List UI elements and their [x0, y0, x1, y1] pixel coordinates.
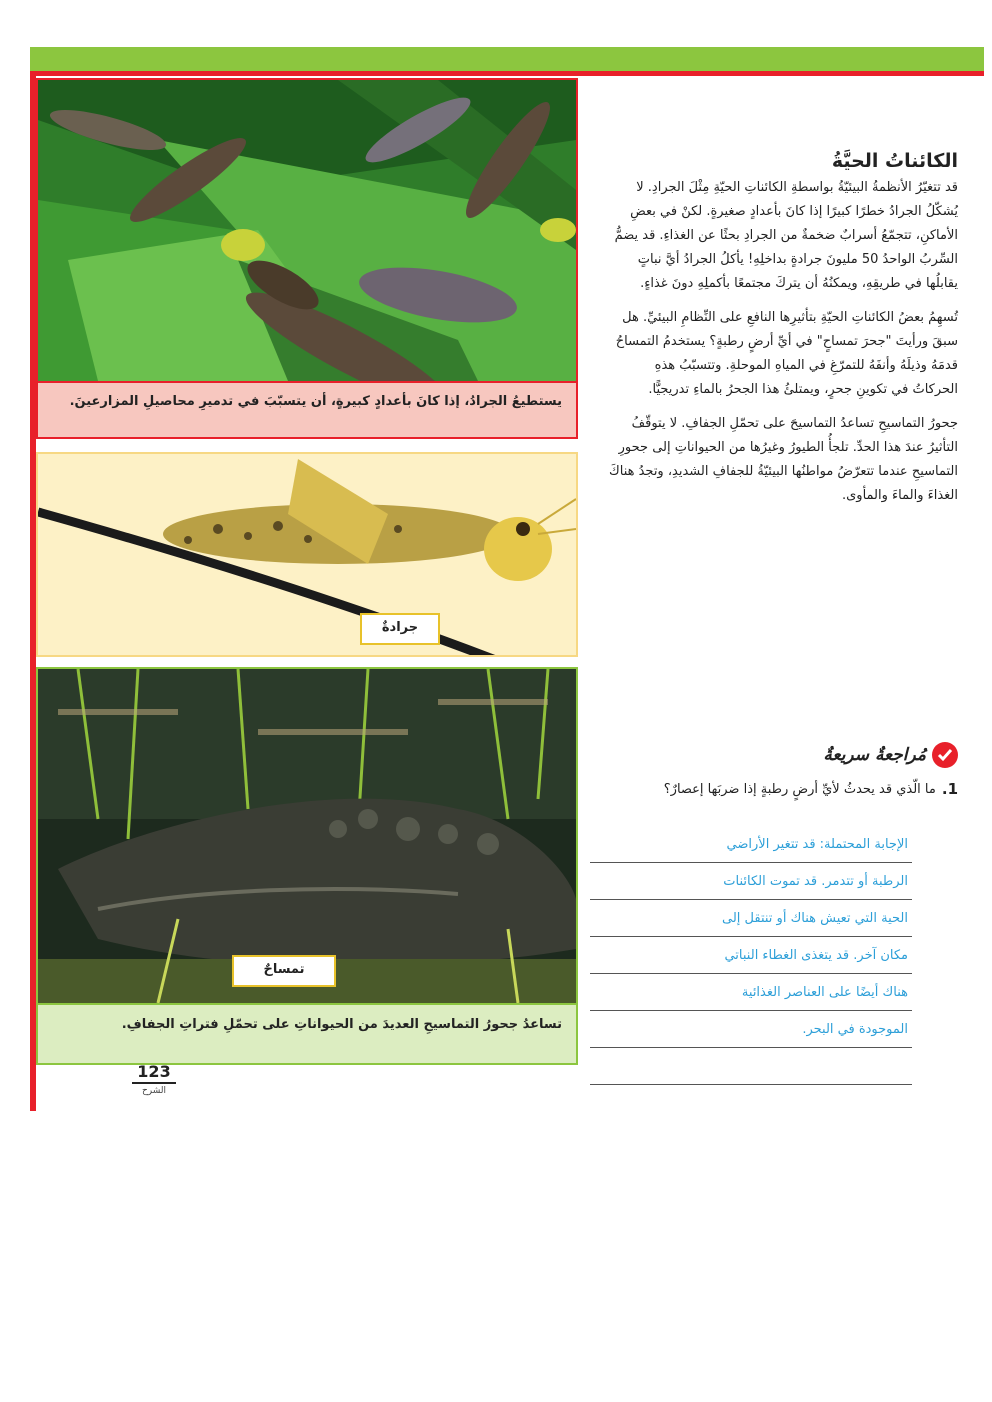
checkmark-icon	[932, 742, 958, 768]
grasshoppers-photo	[36, 78, 578, 383]
top-green-band	[30, 47, 984, 71]
crocodile-caption: تساعدُ جحورُ التماسيحِ العديدَ من الحيواناتِ على تحمّلِ فتراتِ الجفافِ.	[36, 1005, 578, 1065]
answer-line	[590, 1048, 912, 1085]
section-heading: الكائناتُ الحيَّةُ	[831, 150, 958, 172]
page-section-label: الشرح	[141, 1086, 167, 1096]
answer-lines	[590, 826, 912, 1085]
answer-line: الموجودة في البحر.	[590, 1011, 912, 1048]
review-question	[606, 778, 958, 801]
answer-line: الإجابة المحتملة: قد تتغير الأراضي	[590, 826, 912, 863]
page-number-block	[132, 1062, 176, 1098]
paragraph-locusts: قد تتغيّرُ الأنظمةُ البيئيّةُ بواسطةِ الكائناتِ الحيّةِ مِثْلَ الجرادِ. لا يُشكّلُ الجرادُ خطرًا كبيرًا إذا كانَ بأعدادٍ صغيرةٍ. لكنْ في بعضِ الأماكنِ، تتجمّعُ أسرابٌ ضخمةٌ من الجرادِ بحثًا عن الغذاءِ. قد يضمُّ السِّربُ الواحدُ 50 مليونَ جرادةٍ بداخلِهِ! يأكلُ الجرادُ أيَّ نباتٍ يقابلُها في طريقِهِ، ويمكنُهُ أن يتركَ مجتمعًا بأكملِهِ دونَ غذاءٍ.	[614, 180, 958, 291]
crocodile-label: تمساحٌ	[232, 955, 336, 987]
quick-review-header	[606, 742, 958, 768]
quick-review-title: مُراجعةٌ سريعةٌ	[823, 745, 926, 765]
locust-photo	[36, 452, 578, 657]
grasshoppers-caption: يستطيعُ الجرادُ، إذا كانَ بأعدادٍ كبيرةٍ، أن يتسبّبَ في تدميرِ محاصيلِ المزارعينَ.	[36, 383, 578, 439]
page-number: 123	[132, 1062, 176, 1084]
top-red-rule	[30, 71, 984, 76]
main-text-column	[606, 148, 958, 518]
quick-review	[606, 742, 958, 801]
paragraph-alligator-holes: تُسهِمُ بعضُ الكائناتِ الحيّةِ بتأثيرِها النافعِ على النِّظامِ البيئيِّ. هل سبقَ ورأيتَ "جحرَ تمساحٍ" في أيِّ أرضٍ رطبةٍ؟ يستخدمُ التمساحُ قدمَهُ وذيلَهُ وأنفَهُ للتمرّغِ في المياهِ الموحلةِ. وتتسبّبُ هذهِ الحركاتُ في تكوينِ جحرٍ، ويمتلئُ هذا الجحرُ بالماءِ تدريجيًّا.	[615, 310, 958, 397]
paragraph-drought: جحورُ التماسيحِ تساعدُ التماسيحَ على تحمّلِ الجفافِ. لا يتوقّفُ التأثيرُ عندَ هذا الحدِّ. تلجأُ الطيورُ وغيرُها من الحيواناتِ إلى جحورِ التماسيحِ عندما تتعرّضُ مواطنُها البيئيّةُ للجفافِ الشديدِ، وتجدُ هناكَ الغذاءَ والماءَ والمأوى.	[609, 416, 958, 503]
question-number: 1.	[941, 780, 958, 798]
locust-label: جرادةٌ	[360, 613, 440, 645]
answer-line: الحية التي تعيش هناك أو تنتقل إلى	[590, 900, 912, 937]
question-text: ما الّذي قد يحدثُ لأيِّ أرضٍ رطبةٍ إذا ضربَها إعصارٌ؟	[663, 782, 936, 797]
answer-line: الرطبة أو تتدمر. قد تموت الكائنات	[590, 863, 912, 900]
answer-line: هناك أيضًا على العناصر الغذائية	[590, 974, 912, 1011]
answer-line: مكان آخر. قد يتغذى الغطاء النباتي	[590, 937, 912, 974]
